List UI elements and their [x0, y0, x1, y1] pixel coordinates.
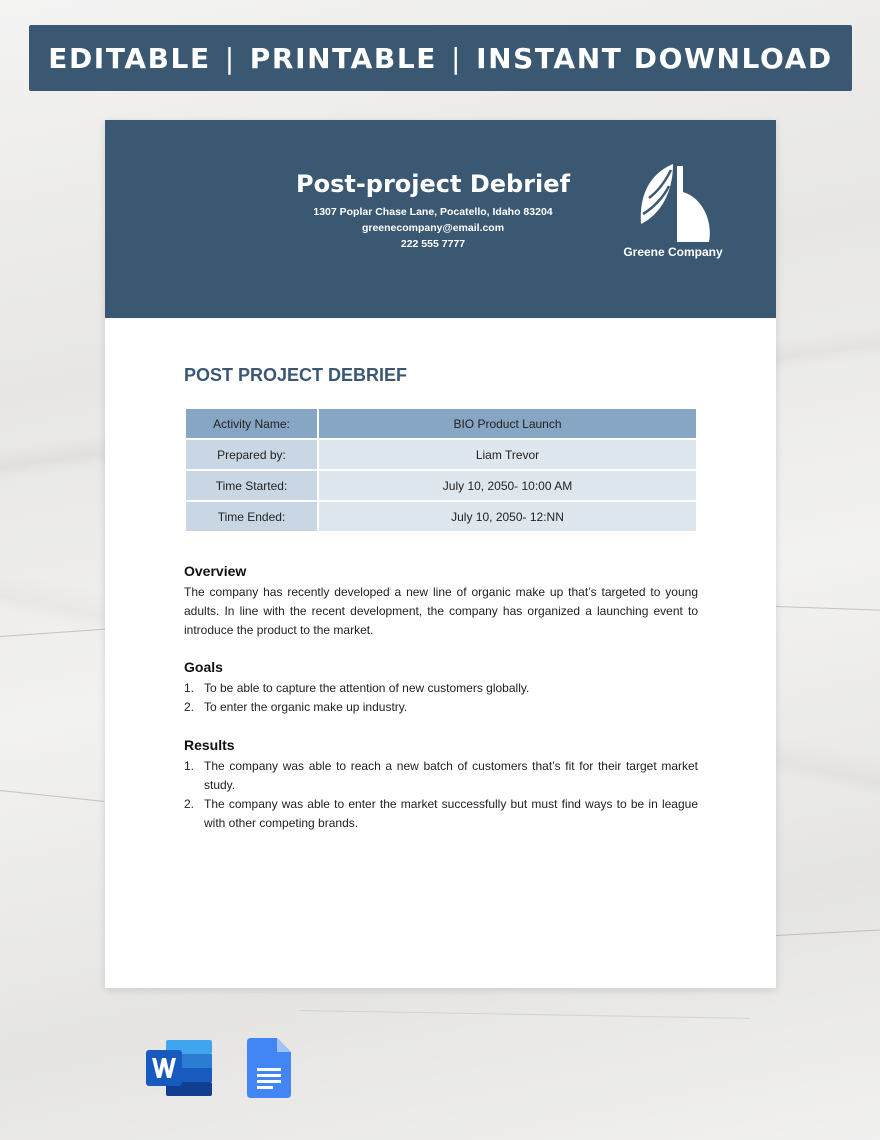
overview-text: The company has recently developed a new line of organic make up that’s targeted to young adults. In line with the recent development, the company has organized a launching event to introduce the product to the market. [184, 585, 698, 637]
table-value: Liam Trevor [318, 439, 697, 470]
table-value: July 10, 2050- 10:00 AM [318, 470, 697, 501]
banner-editable: EDITABLE [48, 41, 211, 75]
table-row [185, 501, 697, 532]
google-docs-icon [247, 1038, 293, 1098]
list-text: The company was able to reach a new batch of customers that’s fit for their target market study. [204, 759, 698, 792]
list-text: The company was able to enter the market successfully but must find ways to be in league with other competing brands. [204, 797, 698, 830]
results-list [184, 757, 698, 833]
list-number: 2. [184, 700, 195, 714]
document-page [105, 120, 776, 988]
section-title: POST PROJECT DEBRIEF [184, 365, 408, 385]
list-number: 1. [184, 759, 195, 773]
document-title: Post-project Debrief [295, 170, 571, 198]
document-header [105, 120, 776, 318]
leaf-logo-icon [635, 162, 713, 242]
table-value: July 10, 2050- 12:NN [318, 501, 697, 532]
table-value: BIO Product Launch [318, 408, 697, 439]
table-label: Time Started: [185, 470, 318, 501]
list-number: 2. [184, 797, 195, 811]
overview-heading: Overview [184, 563, 247, 579]
company-email: greenecompany@email.com [361, 222, 505, 234]
list-item [184, 679, 698, 698]
list-number: 1. [184, 681, 195, 695]
list-item [184, 757, 698, 795]
goals-list [184, 679, 698, 717]
table-label: Activity Name: [185, 408, 318, 439]
microsoft-word-icon [146, 1038, 214, 1098]
table-label: Prepared by: [185, 439, 318, 470]
banner-instant-download: INSTANT DOWNLOAD [476, 41, 833, 75]
company-address: 1307 Poplar Chase Lane, Pocatello, Idaho 83204 [313, 206, 553, 218]
results-heading: Results [184, 737, 235, 753]
goals-heading: Goals [184, 659, 223, 675]
app-icons [146, 1038, 306, 1100]
list-text: To be able to capture the attention of new customers globally. [204, 681, 530, 695]
activity-info-table [184, 407, 698, 533]
table-label: Time Ended: [185, 501, 318, 532]
table-row [185, 408, 697, 439]
company-phone: 222 555 7777 [400, 238, 466, 250]
list-text: To enter the organic make up industry. [204, 700, 408, 714]
promo-banner [29, 25, 852, 91]
banner-separator: | [224, 41, 236, 75]
list-item [184, 795, 698, 833]
banner-printable: PRINTABLE [249, 41, 438, 75]
table-row [185, 470, 697, 501]
list-item [184, 698, 698, 717]
table-row [185, 439, 697, 470]
company-name: Greene Company [623, 245, 723, 259]
banner-separator: | [451, 41, 463, 75]
